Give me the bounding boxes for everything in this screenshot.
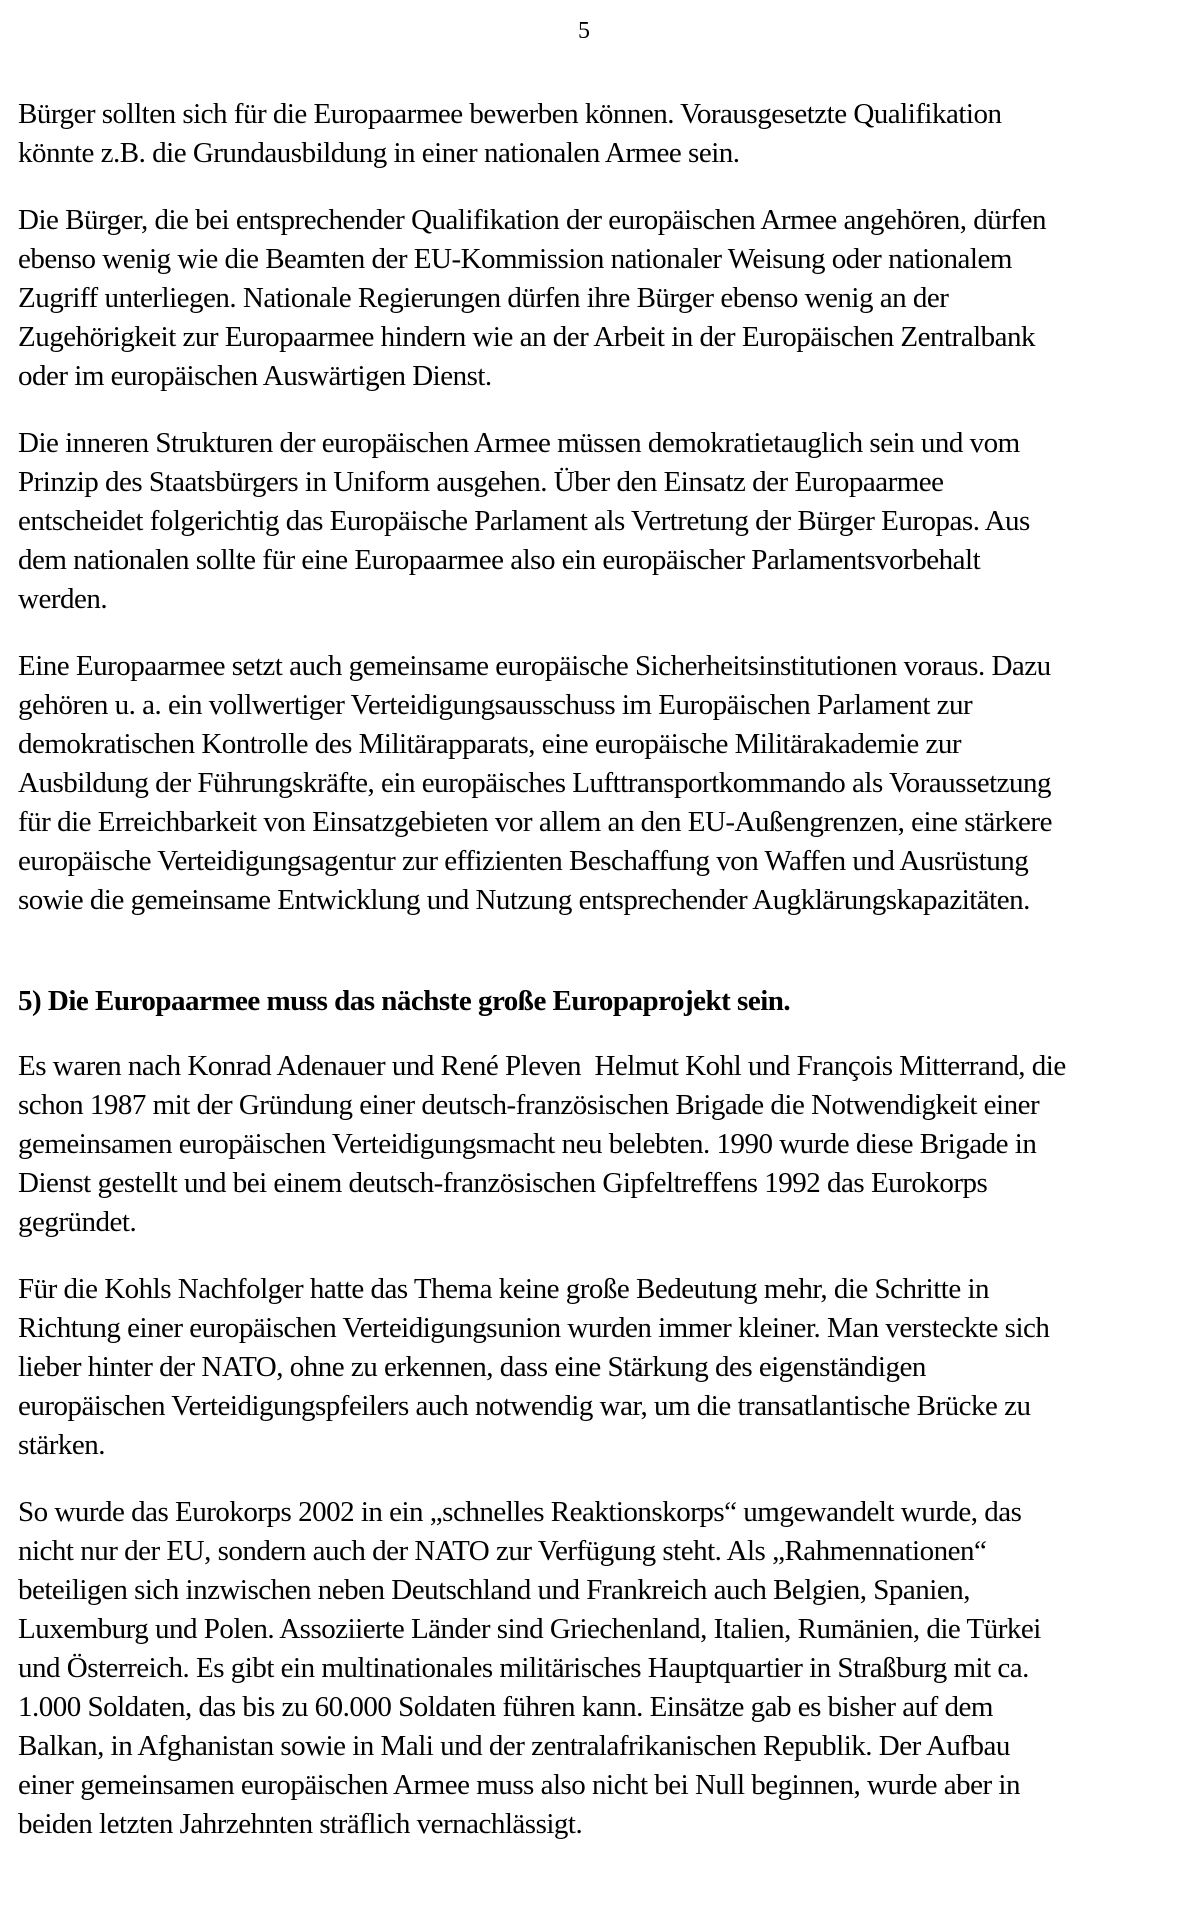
text-line: dem nationalen sollte für eine Europaarmee also ein europäischer Parlamentsvorbehalt bbox=[18, 544, 981, 576]
text-line: Die inneren Strukturen der europäischen Armee müssen demokratietauglich sein und vom bbox=[18, 427, 1020, 459]
text-line: gegründet. bbox=[18, 1206, 137, 1238]
paragraph-3 bbox=[18, 424, 1150, 619]
text-line: So wurde das Eurokorps 2002 in ein „schnelles Reaktionskorps“ umgewandelt wurde, das bbox=[18, 1496, 1022, 1528]
text-line: beiden letzten Jahrzehnten sträflich vernachlässigt. bbox=[18, 1808, 583, 1840]
text-line: Bürger sollten sich für die Europaarmee bewerben können. Vorausgesetzte Qualifikation bbox=[18, 98, 1002, 130]
paragraph-2 bbox=[18, 201, 1150, 396]
text-line: lieber hinter der NATO, ohne zu erkennen, dass eine Stärkung des eigenständigen bbox=[18, 1351, 926, 1383]
paragraph-4 bbox=[18, 647, 1150, 920]
text-line: Zugriff unterliegen. Nationale Regierungen dürfen ihre Bürger ebenso wenig an der bbox=[18, 282, 949, 314]
paragraph-7 bbox=[18, 1493, 1150, 1844]
text-line: 5) Die Europaarmee muss das nächste große Europaprojekt sein. bbox=[18, 985, 791, 1017]
text-line: Die Bürger, die bei entsprechender Qualifikation der europäischen Armee angehören, dürfen bbox=[18, 204, 1046, 236]
text-line: sowie die gemeinsame Entwicklung und Nutzung entsprechender Augklärungskapazitäten. bbox=[18, 884, 1030, 916]
paragraph-5 bbox=[18, 1047, 1150, 1242]
text-line: Zugehörigkeit zur Europaarmee hindern wie an der Arbeit in der Europäischen Zentralbank bbox=[18, 321, 1035, 353]
text-line: Luxemburg und Polen. Assoziierte Länder sind Griechenland, Italien, Rumänien, die Türkei bbox=[18, 1613, 1041, 1645]
text-line: schon 1987 mit der Gründung einer deutsch-französischen Brigade die Notwendigkeit einer bbox=[18, 1089, 1040, 1121]
page-number: 5 bbox=[578, 18, 590, 44]
text-line: gehören u. a. ein vollwertiger Verteidigungsausschuss im Europäischen Parlament zur bbox=[18, 689, 973, 721]
section-5-heading bbox=[18, 982, 1150, 1021]
text-line: Es waren nach Konrad Adenauer und René Pleven Helmut Kohl und François Mitterrand, die bbox=[18, 1050, 1066, 1082]
text-line: stärken. bbox=[18, 1429, 105, 1461]
text-line: ebenso wenig wie die Beamten der EU-Kommission nationaler Weisung oder nationalem bbox=[18, 243, 1012, 275]
text-line: Für die Kohls Nachfolger hatte das Thema keine große Bedeutung mehr, die Schritte in bbox=[18, 1273, 990, 1305]
text-line: europäische Verteidigungsagentur zur effizienten Beschaffung von Waffen und Ausrüstung bbox=[18, 845, 1029, 877]
text-line: und Österreich. Es gibt ein multinationales militärisches Hauptquartier in Straßburg mit ca. bbox=[18, 1652, 1029, 1684]
text-line: nicht nur der EU, sondern auch der NATO zur Verfügung steht. Als „Rahmennationen“ bbox=[18, 1535, 987, 1567]
text-line: Dienst gestellt und bei einem deutsch-französischen Gipfeltreffens 1992 das Eurokorps bbox=[18, 1167, 988, 1199]
text-line: könnte z.B. die Grundausbildung in einer nationalen Armee sein. bbox=[18, 137, 740, 169]
text-line: für die Erreichbarkeit von Einsatzgebieten vor allem an den EU-Außengrenzen, eine stärkere bbox=[18, 806, 1052, 838]
text-line: gemeinsamen europäischen Verteidigungsmacht neu belebten. 1990 wurde diese Brigade in bbox=[18, 1128, 1037, 1160]
text-line: Prinzip des Staatsbürgers in Uniform ausgehen. Über den Einsatz der Europaarmee bbox=[18, 466, 944, 498]
text-line: entscheidet folgerichtig das Europäische Parlament als Vertretung der Bürger Europas. Aus bbox=[18, 505, 1030, 537]
text-line: demokratischen Kontrolle des Militärapparats, eine europäische Militärakademie zur bbox=[18, 728, 962, 760]
text-line: Balkan, in Afghanistan sowie in Mali und der zentralafrikanischen Republik. Der Aufbau bbox=[18, 1730, 1010, 1762]
paragraph-6 bbox=[18, 1270, 1150, 1465]
text-line: Richtung einer europäischen Verteidigungsunion wurden immer kleiner. Man versteckte sich bbox=[18, 1312, 1050, 1344]
document-body bbox=[18, 95, 1150, 1844]
text-line: beteiligen sich inzwischen neben Deutschland und Frankreich auch Belgien, Spanien, bbox=[18, 1574, 970, 1606]
text-line: Ausbildung der Führungskräfte, ein europäisches Lufttransportkommando als Voraussetzung bbox=[18, 767, 1052, 799]
text-line: werden. bbox=[18, 583, 108, 615]
text-line: einer gemeinsamen europäischen Armee muss also nicht bei Null beginnen, wurde aber in bbox=[18, 1769, 1020, 1801]
text-line: 1.000 Soldaten, das bis zu 60.000 Soldaten führen kann. Einsätze gab es bisher auf dem bbox=[18, 1691, 993, 1723]
text-line: europäischen Verteidigungspfeilers auch notwendig war, um die transatlantische Brücke zu bbox=[18, 1390, 1031, 1422]
text-line: Eine Europaarmee setzt auch gemeinsame europäische Sicherheitsinstitutionen voraus. Dazu bbox=[18, 650, 1051, 682]
text-line: oder im europäischen Auswärtigen Dienst. bbox=[18, 360, 492, 392]
paragraph-1 bbox=[18, 95, 1150, 173]
